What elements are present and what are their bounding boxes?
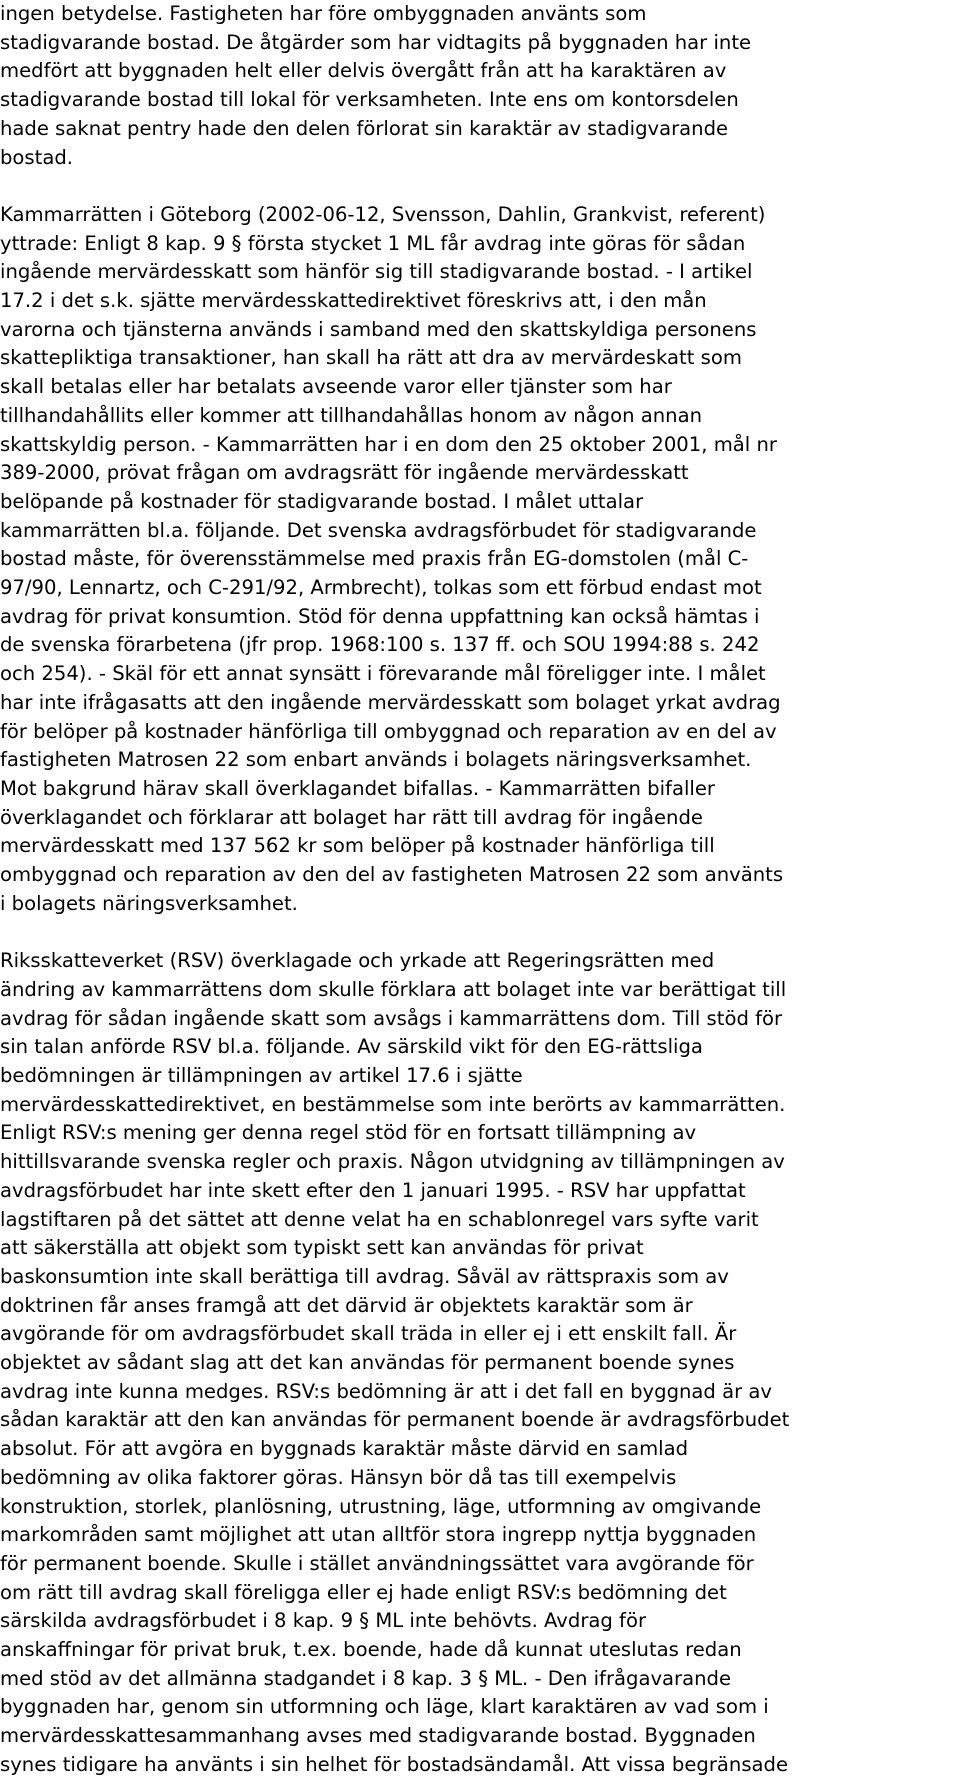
text-line: bostad. — [0, 145, 73, 169]
text-line: Kammarrätten i Göteborg (2002-06-12, Svensson, Dahlin, Grankvist, referent) — [0, 202, 766, 226]
text-line: bedömningen är tillämpningen av artikel 17.6 i sjätte — [0, 1063, 523, 1087]
text-line: skattskyldig person. - Kammarrätten har i en dom den 25 oktober 2001, mål nr — [0, 432, 777, 456]
paragraph — [0, 0, 950, 172]
text-line: yttrade: Enligt 8 kap. 9 § första stycket 1 ML får avdrag inte göras för sådan — [0, 231, 746, 255]
text-line: markområden samt möjlighet att utan alltför stora ingrepp nyttja byggnaden — [0, 1523, 757, 1547]
text-line: 389-2000, prövat frågan om avdragsrätt för ingående mervärdesskatt — [0, 461, 689, 485]
text-line: skattepliktiga transaktioner, han skall ha rätt att dra av mervärdeskatt som — [0, 346, 742, 370]
text-line: 97/90, Lennartz, och C-291/92, Armbrecht), tolkas som ett förbud endast mot — [0, 576, 762, 600]
text-line: Mot bakgrund härav skall överklagandet bifallas. - Kammarrätten bifaller — [0, 776, 715, 800]
text-line: avdragsförbudet har inte skett efter den 1 januari 1995. - RSV har uppfattat — [0, 1178, 746, 1202]
text-line: avdrag inte kunna medges. RSV:s bedömning är att i det fall en byggnad är av — [0, 1379, 772, 1403]
text-line: fastigheten Matrosen 22 som enbart används i bolagets näringsverksamhet. — [0, 748, 752, 772]
text-line: mervärdesskattedirektivet, en bestämmelse som inte berörts av kammarrätten. — [0, 1092, 786, 1116]
text-line: har inte ifrågasatts att den ingående mervärdesskatt som bolaget yrkat avdrag — [0, 690, 781, 714]
text-line: anskaffningar för privat bruk, t.ex. boende, hade då kunnat uteslutas redan — [0, 1638, 742, 1662]
text-line: lagstiftaren på det sättet att denne velat ha en schablonregel vars syfte varit — [0, 1207, 759, 1231]
text-line: avdrag för privat konsumtion. Stöd för denna uppfattning kan också hämtas i — [0, 604, 760, 628]
text-line: de svenska förarbetena (jfr prop. 1968:100 s. 137 ff. och SOU 1994:88 s. 242 — [0, 633, 760, 657]
text-line: tillhandahållits eller kommer att tillhandahållas honom av någon annan — [0, 403, 702, 427]
text-line: stadigvarande bostad till lokal för verksamheten. Inte ens om kontorsdelen — [0, 88, 739, 112]
text-line: hittillsvarande svenska regler och praxis. Någon utvidgning av tillämpningen av — [0, 1150, 785, 1174]
text-line: avgörande för om avdragsförbudet skall träda in eller ej i ett enskilt fall. Är — [0, 1322, 737, 1346]
text-line: ingen betydelse. Fastigheten har före ombyggnaden använts som — [0, 2, 647, 25]
text-line: mervärdesskatt med 137 562 kr som belöper på kostnader hänförliga till — [0, 834, 715, 858]
paragraph — [0, 947, 950, 1779]
text-line: baskonsumtion inte skall berättiga till avdrag. Såväl av rättspraxis som av — [0, 1264, 729, 1288]
text-line: doktrinen får anses framgå att det därvid är objektets karaktär som är — [0, 1293, 693, 1317]
text-line: mervärdesskattesammanhang avses med stadigvarande bostad. Byggnaden — [0, 1724, 756, 1748]
text-line: ombyggnad och reparation av den del av fastigheten Matrosen 22 som använts — [0, 863, 784, 887]
paragraph — [0, 201, 950, 919]
text-line: att säkerställa att objekt som typiskt sett kan användas för privat — [0, 1236, 644, 1260]
paragraph-spacer — [0, 172, 950, 201]
text-line: bostad måste, för överensstämmelse med praxis från EG-domstolen (mål C- — [0, 547, 749, 571]
text-line: med stöd av det allmänna stadgandet i 8 kap. 3 § ML. - Den ifrågavarande — [0, 1666, 732, 1690]
text-line: om rätt till avdrag skall föreligga eller ej hade enligt RSV:s bedömning det — [0, 1580, 727, 1604]
paragraph-spacer — [0, 918, 950, 947]
text-line: belöpande på kostnader för stadigvarande bostad. I målet uttalar — [0, 489, 644, 513]
text-line: ändring av kammarrättens dom skulle förklara att bolaget inte var berättigat till — [0, 977, 787, 1001]
text-line: synes tidigare ha använts i sin helhet för bostadsändamål. Att vissa begränsade — [0, 1752, 789, 1776]
text-line: för belöper på kostnader hänförliga till ombyggnad och reparation av en del av — [0, 719, 777, 743]
text-line: för permanent boende. Skulle i stället användningssättet vara avgörande för — [0, 1551, 754, 1575]
text-line: medfört att byggnaden helt eller delvis övergått från att ha karaktären av — [0, 59, 727, 83]
text-line: särskilda avdragsförbudet i 8 kap. 9 § ML inte behövts. Avdrag för — [0, 1609, 647, 1633]
text-line: i bolagets näringsverksamhet. — [0, 891, 298, 915]
text-line: kammarrätten bl.a. följande. Det svenska avdragsförbudet för stadigvarande — [0, 518, 757, 542]
text-line: objektet av sådant slag att det kan användas för permanent boende synes — [0, 1351, 735, 1375]
text-line: bedömning av olika faktorer göras. Hänsyn bör då tas till exempelvis — [0, 1465, 677, 1489]
text-line: hade saknat pentry hade den delen förlorat sin karaktär av stadigvarande — [0, 116, 729, 140]
text-line: Riksskatteverket (RSV) överklagade och yrkade att Regeringsrätten med — [0, 949, 715, 973]
text-line: överklagandet och förklarar att bolaget har rätt till avdrag för ingående — [0, 805, 703, 829]
text-line: absolut. För att avgöra en byggnads karaktär måste därvid en samlad — [0, 1437, 689, 1461]
text-line: ingående mervärdesskatt som hänför sig till stadigvarande bostad. - I artikel — [0, 260, 753, 284]
text-line: Enligt RSV:s mening ger denna regel stöd för en fortsatt tillämpning av — [0, 1121, 697, 1145]
text-line: konstruktion, storlek, planlösning, utrustning, läge, utformning av omgivande — [0, 1494, 762, 1518]
text-line: 17.2 i det s.k. sjätte mervärdesskattedirektivet föreskrivs att, i den mån — [0, 289, 707, 313]
text-line: stadigvarande bostad. De åtgärder som har vidtagits på byggnaden har inte — [0, 30, 752, 54]
text-line: byggnaden har, genom sin utformning och läge, klart karaktären av vad som i — [0, 1695, 769, 1719]
text-line: varorna och tjänsterna används i samband med den skattskyldiga personens — [0, 317, 757, 341]
text-line: sådan karaktär att den kan användas för permanent boende är avdragsförbudet — [0, 1408, 790, 1432]
text-line: avdrag för sådan ingående skatt som avsågs i kammarrättens dom. Till stöd för — [0, 1006, 783, 1030]
text-line: skall betalas eller har betalats avseende varor eller tjänster som har — [0, 375, 672, 399]
text-line: sin talan anförde RSV bl.a. följande. Av särskild vikt för den EG-rättsliga — [0, 1035, 703, 1059]
text-line: och 254). - Skäl för ett annat synsätt i förevarande mål föreligger inte. I målet — [0, 662, 766, 686]
